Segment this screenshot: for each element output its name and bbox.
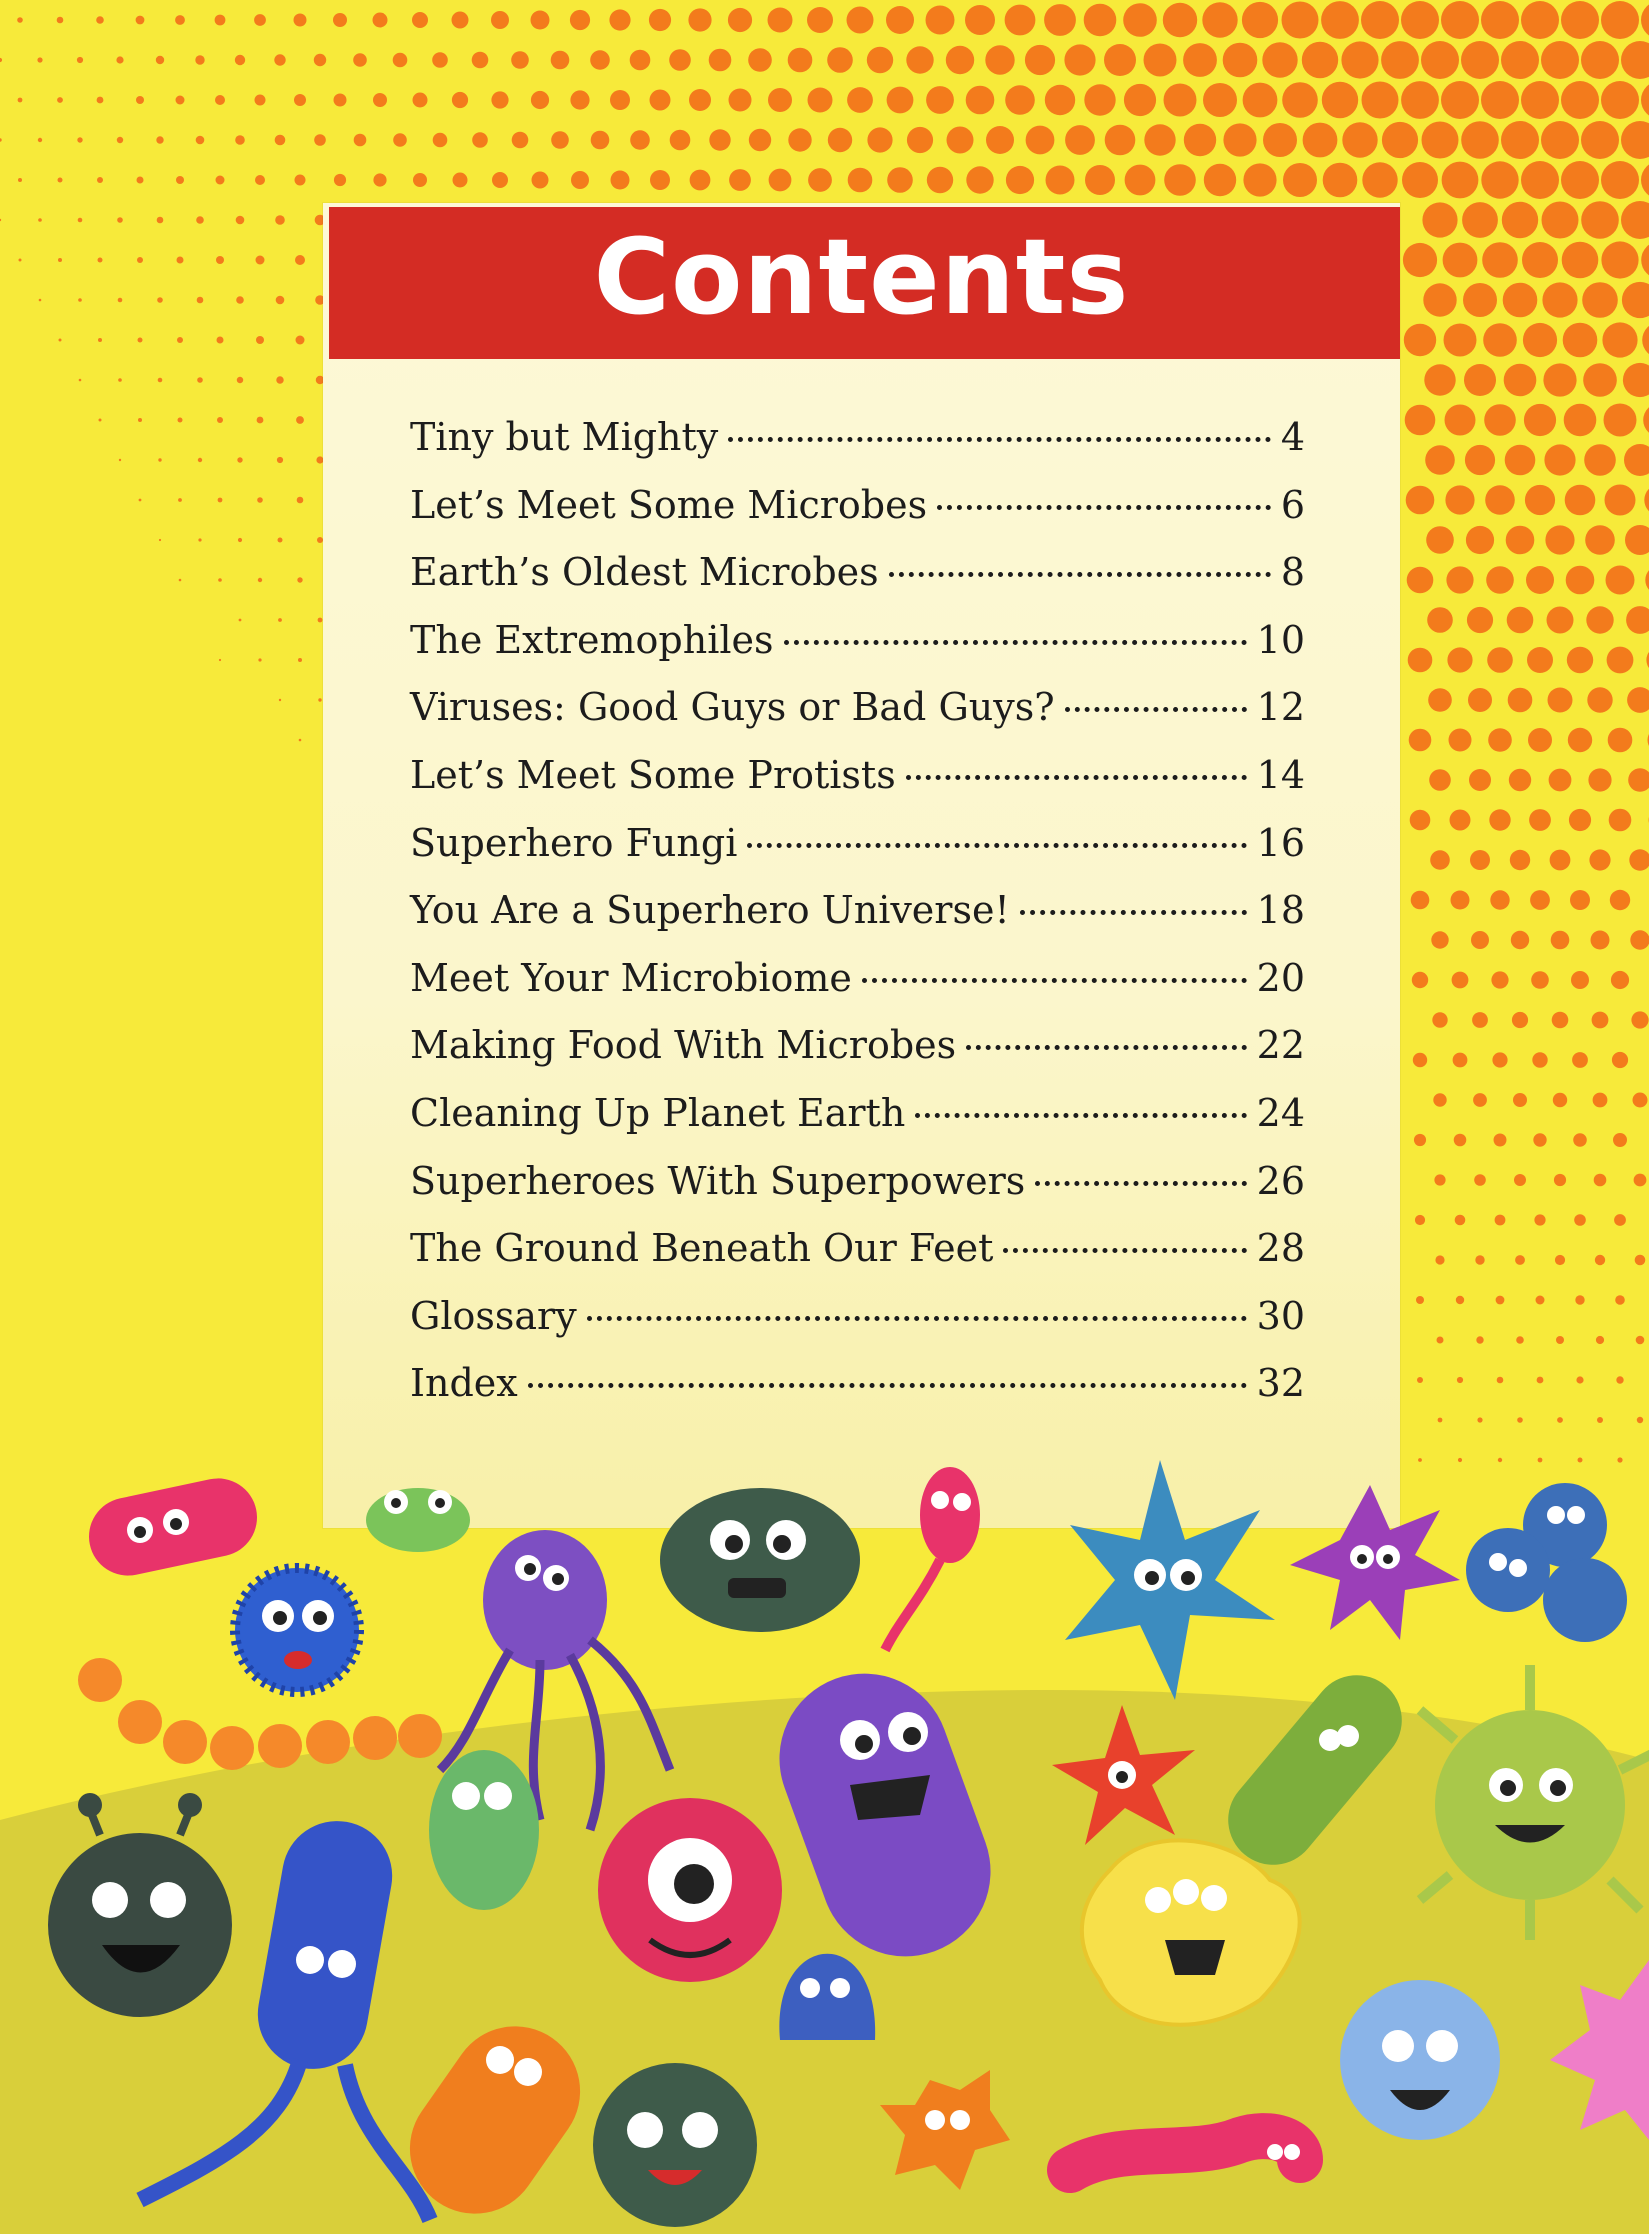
toc-entry-page: 6 [1280,482,1305,527]
toc-entry-page: 16 [1256,820,1305,865]
blue-fuzzy-microbe [235,1568,359,1692]
toc-leader-dots [889,572,1271,577]
toc-entry [410,472,1305,540]
toc-entry [410,877,1305,945]
purple-star-microbe [1290,1485,1460,1640]
toc-leader-dots [1065,707,1247,712]
toc-entry-title: Tiny but Mighty [410,415,719,459]
toc-list [410,404,1305,1418]
toc-entry-page: 30 [1256,1293,1305,1338]
green-small-microbe [366,1488,470,1552]
toc-entry-title: Superhero Fungi [410,820,738,865]
toc-entry [410,1215,1305,1283]
title-band [329,207,1400,359]
pink-worm-microbe [1070,2136,1300,2170]
toc-entry-title: Meet Your Microbiome [410,955,852,1000]
pink-cyclops-microbe [598,1798,782,1982]
toc-leader-dots [1020,910,1247,915]
dark-green-microbe [660,1488,860,1632]
toc-entry-title: Viruses: Good Guys or Bad Guys? [410,685,1055,730]
toc-entry-title: Cleaning Up Planet Earth [410,1090,906,1135]
toc-entry-page: 20 [1256,955,1305,1000]
toc-entry [410,539,1305,607]
toc-entry-title: Let’s Meet Some Protists [410,752,896,797]
toc-leader-dots [1035,1181,1246,1186]
toc-entry [410,1350,1305,1418]
toc-entry-title: The Ground Beneath Our Feet [410,1226,994,1271]
yellow-amoeba-microbe [1082,1840,1300,2024]
pink-microbe [82,1471,265,1583]
toc-entry-title: Superheroes With Superpowers [410,1158,1026,1203]
toc-entry [410,945,1305,1013]
toc-entry-title: The Extremophiles [410,617,774,662]
toc-entry-page: 14 [1256,752,1305,797]
toc-entry-page: 8 [1280,550,1305,595]
toc-entry [410,674,1305,742]
toc-entry [410,1148,1305,1216]
dark-green-round-microbe [593,2063,757,2227]
toc-leader-dots [747,843,1246,848]
toc-leader-dots [784,640,1247,645]
toc-leader-dots [1003,1248,1246,1253]
toc-entry-page: 28 [1256,1226,1305,1271]
light-blue-microbe [1340,1980,1500,2140]
pink-spiky-microbe [1550,1960,1649,2140]
purple-bacillus-microbe [756,1650,1015,1981]
teal-star-microbe [1065,1460,1275,1700]
toc-entry [410,607,1305,675]
page-title: Contents [593,216,1130,338]
toc-entry [410,742,1305,810]
toc-entry-title: Let’s Meet Some Microbes [410,482,928,527]
red-flagellate-microbe [885,1467,980,1650]
toc-entry [410,810,1305,878]
toc-entry [410,1080,1305,1148]
green-virus-microbe [1420,1665,1649,1940]
toc-entry-page: 10 [1256,617,1305,662]
toc-entry-title: Glossary [410,1293,577,1338]
green-blob-microbe [429,1750,539,1910]
toc-entry [410,404,1305,472]
toc-leader-dots [906,775,1247,780]
toc-entry [410,1283,1305,1351]
toc-entry-title: Making Food With Microbes [410,1023,957,1068]
toc-entry [410,1012,1305,1080]
orange-small-microbe [880,2070,1010,2190]
blue-cluster-microbe [1466,1483,1627,1642]
toc-leader-dots [728,437,1271,442]
red-star-microbe [1052,1705,1195,1845]
toc-leader-dots [915,1113,1246,1118]
dark-blob-microbe [48,1793,232,2017]
toc-entry-page: 4 [1280,415,1305,459]
toc-entry-page: 26 [1256,1158,1305,1203]
toc-entry-page: 12 [1256,685,1305,730]
toc-leader-dots [587,1316,1247,1321]
toc-leader-dots [528,1383,1247,1388]
toc-entry-title: Index [410,1361,518,1406]
toc-leader-dots [862,978,1247,983]
blue-dome-microbe [779,1954,875,2040]
green-bacillus-microbe [1210,1657,1420,1883]
toc-entry-page: 24 [1256,1090,1305,1135]
toc-entry-page: 32 [1256,1361,1305,1406]
toc-leader-dots [966,1045,1247,1050]
toc-entry-title: You Are a Superhero Universe! [410,888,1010,933]
cartoon-microbes-illustration [0,1440,1649,2234]
toc-entry-page: 22 [1256,1023,1305,1068]
toc-entry-title: Earth’s Oldest Microbes [410,550,879,595]
toc-leader-dots [937,505,1271,510]
toc-entry-page: 18 [1256,888,1305,933]
